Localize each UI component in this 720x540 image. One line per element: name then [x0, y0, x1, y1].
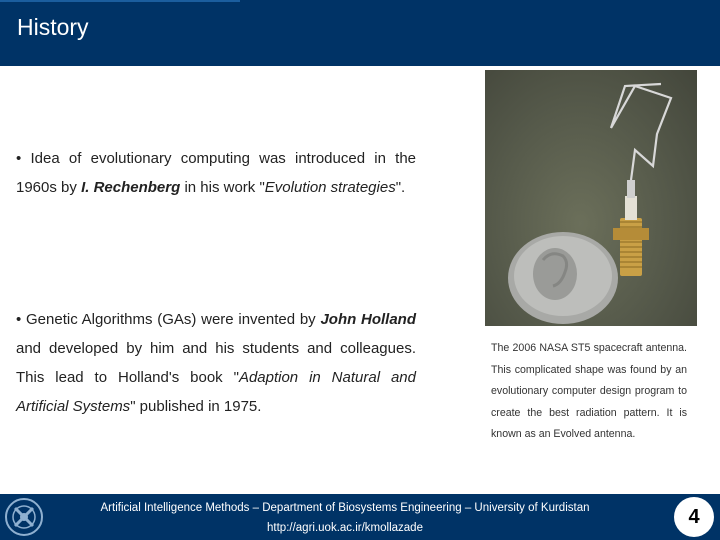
author-name: John Holland: [320, 311, 417, 328]
book-title: Adaption in Natural and Artificial Systems: [16, 369, 416, 415]
title-accent-line: [0, 0, 240, 2]
bullet-text: Genetic Algorithms (GAs) were invented by: [26, 311, 316, 328]
bullet-text: in his work ": [184, 179, 265, 196]
bullet-marker: •: [16, 311, 22, 328]
bullet-text: and developed by him and his students and colleagues. This lead to Holland's book ": [16, 340, 416, 386]
author-name: I. Rechenberg: [81, 179, 181, 196]
bullet-text: Idea of evolutionary computing was introduced in the 1960s by: [16, 150, 416, 196]
image-caption: The 2006 NASA ST5 spacecraft antenna. This complicated shape was found by an evolutionary computer design program to create the best radiation pattern. It is known as an Evolved antenna.: [491, 342, 687, 440]
footer-course-info: Artificial Intelligence Methods – Department of Biosystems Engineering – University of Kurdistan: [100, 502, 590, 514]
page-number: 4: [674, 497, 714, 537]
antenna-photo: [485, 70, 697, 326]
title-bar: [0, 0, 720, 66]
bullet-marker: •: [16, 150, 22, 167]
work-title: Evolution strategies: [264, 179, 396, 196]
antenna-illustration: [485, 70, 697, 326]
footer-url: http://agri.uok.ac.ir/kmollazade: [267, 522, 423, 534]
bullet-history-ec: [16, 144, 416, 202]
slide-title: History: [17, 14, 89, 40]
footer-bar: [0, 494, 720, 540]
antenna-wire: [611, 84, 671, 180]
bullet-text: " published in 1975.: [130, 398, 262, 415]
bullet-history-ga: [16, 305, 416, 421]
bullet-text: ".: [395, 179, 406, 196]
